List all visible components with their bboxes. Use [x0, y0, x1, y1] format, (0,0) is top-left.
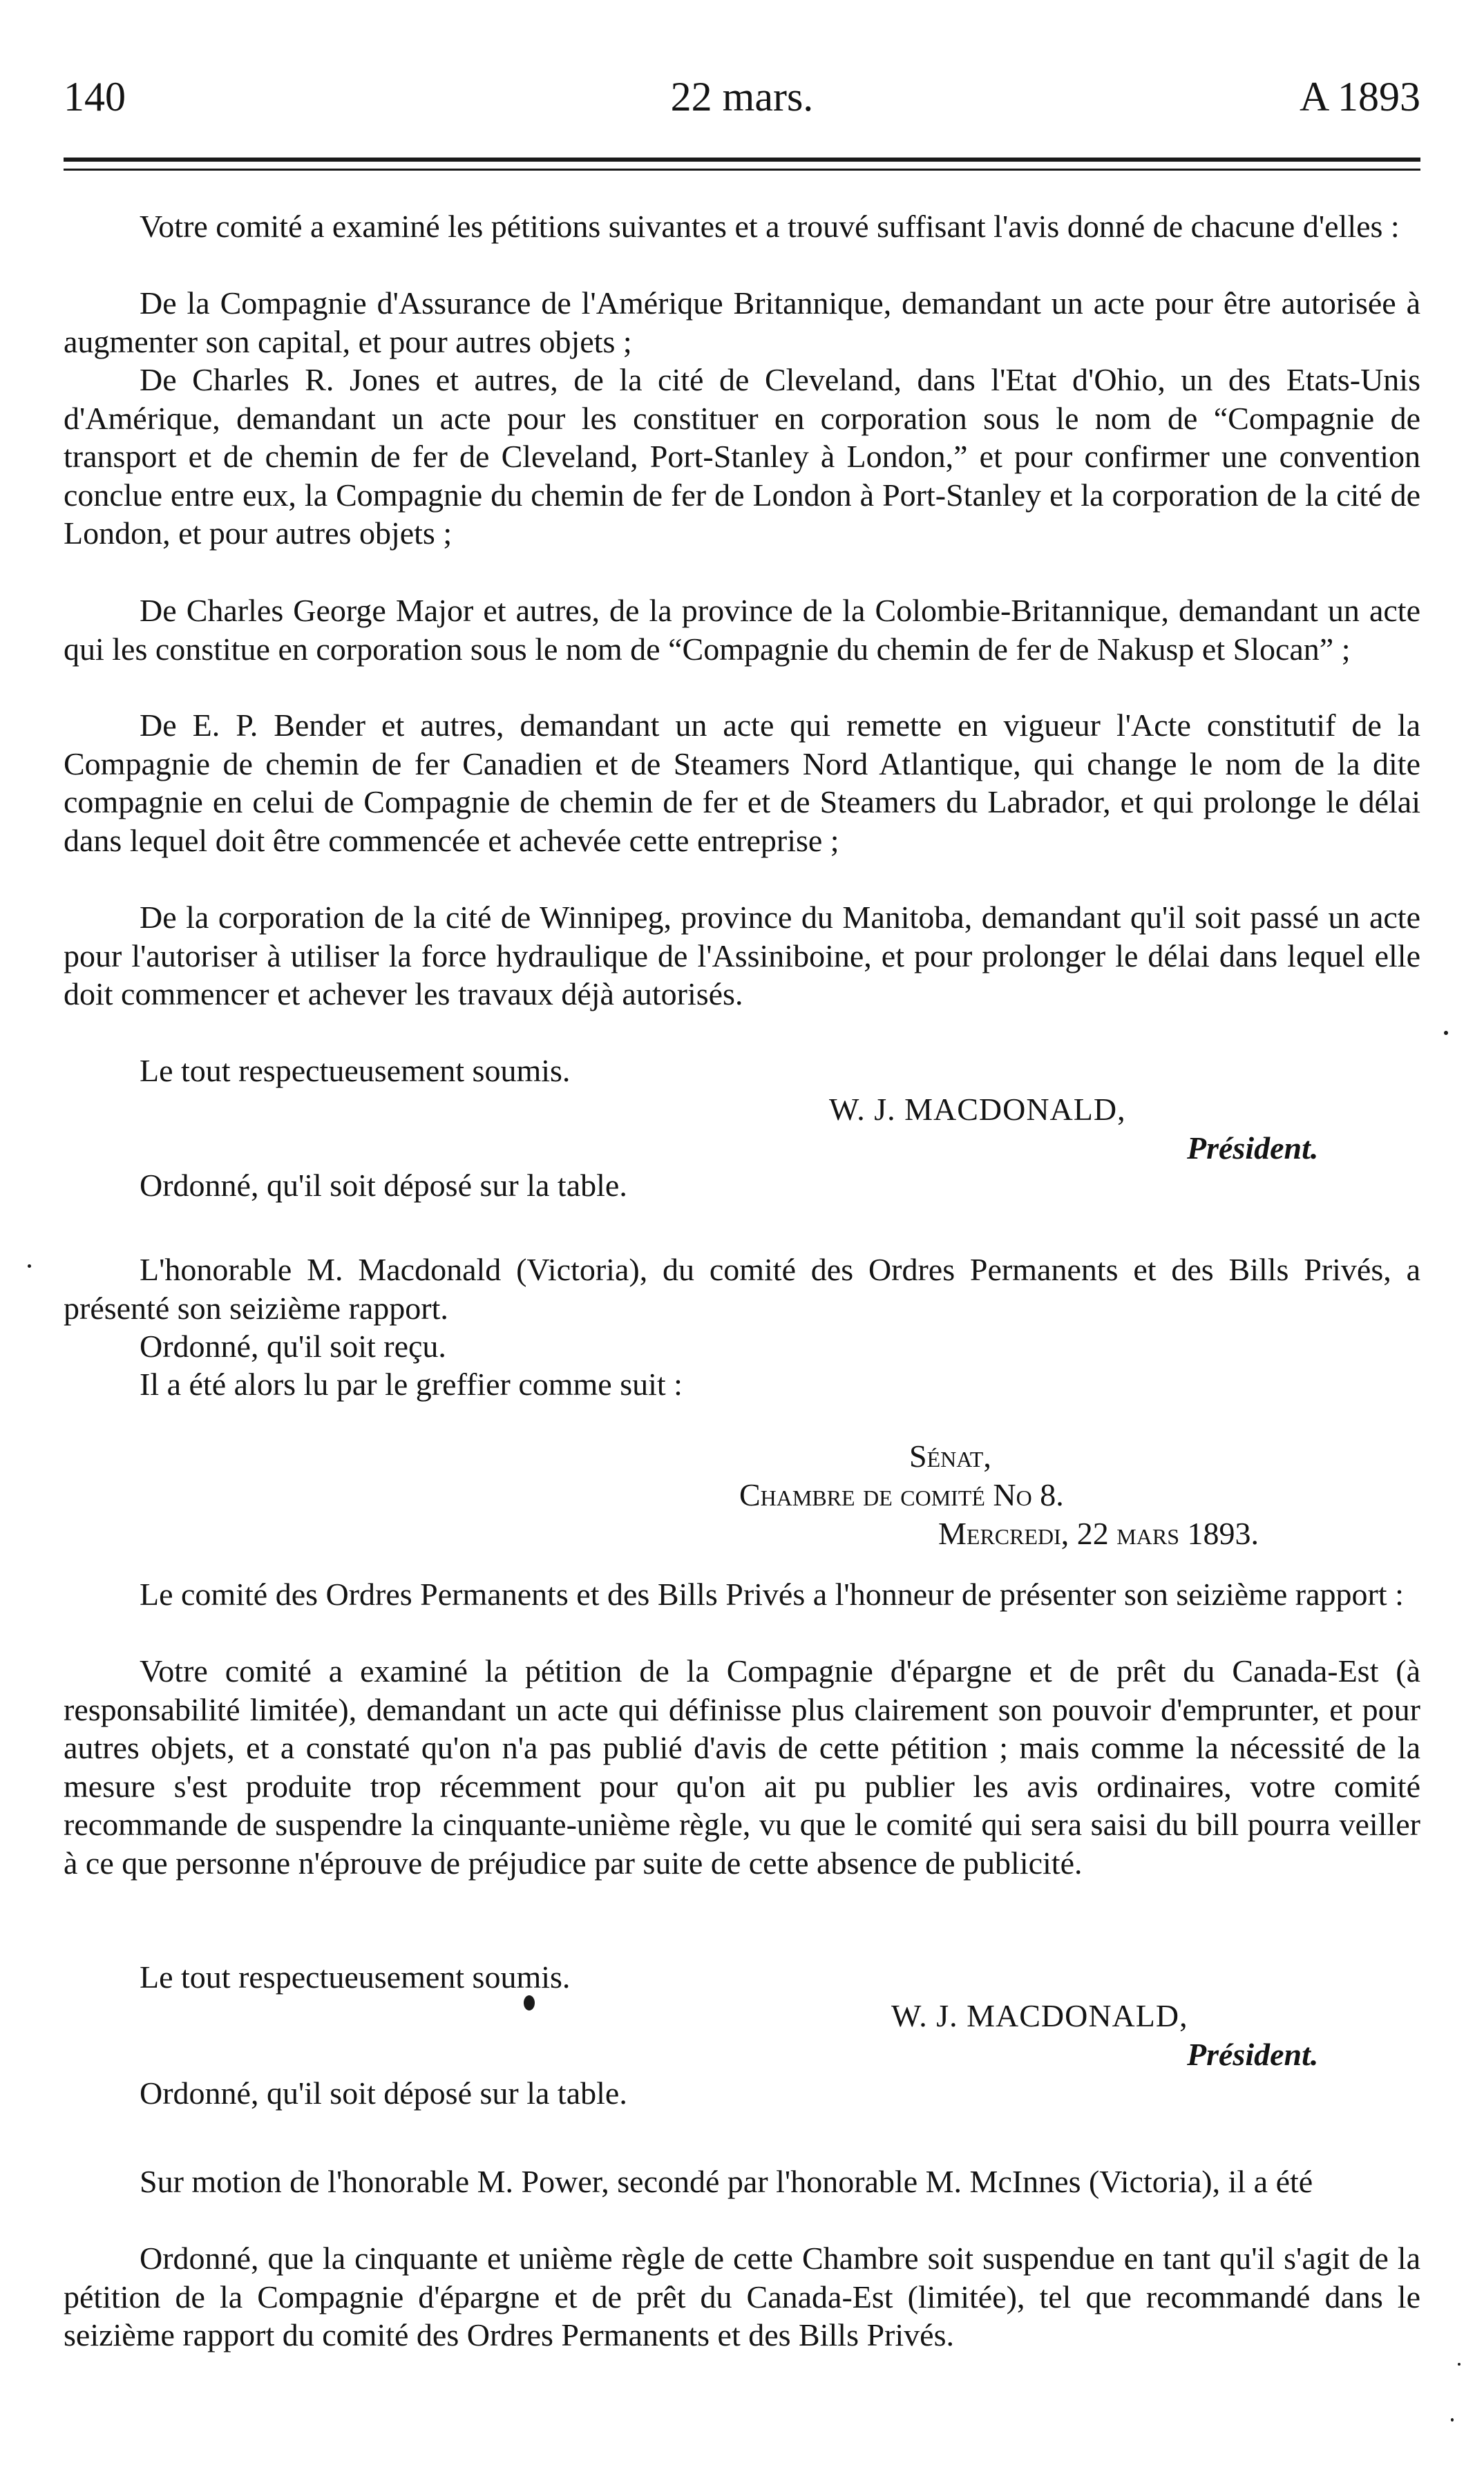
report-closing-2: Le tout respectueusement soumis. — [140, 1959, 571, 1995]
report-body-2: Votre comité a examiné la pétition de la Compagnie d'épargne et de prêt du Canada-Est (à responsabilité limitée), demandant un acte qui définisse plus clairement son pouvoir d'emprunter, et pour autres objets, et a constaté qu'on n'a pas publié d'avis de cette pétition ; mais comme la nécessité de la mesure s'est produite trop récemment pour qu'on ait pu publier les avis ordinaires, votre comité recommande de suspendre la cinquante-unième règle, vu que le comité qui sera saisi du bill pourra veiller à ce que personne n'éprouve de préjudice par suite de cette absence de publicité. — [64, 1653, 1420, 1881]
motion-order: Ordonné, que la cinquante et unième règle de cette Chambre soit suspendue en tant qu'il s'agit de la pétition de la Compagnie d'épargne et de prêt du Canada-Est (limitée), tel que recommandé dans le seizième rapport du comité des Ordres Permanents et des Bills Privés. — [64, 2241, 1420, 2352]
scan-speck — [1458, 2363, 1461, 2366]
page-number: 140 — [64, 74, 126, 120]
scan-speck — [1444, 1031, 1448, 1035]
committee-room: Chambre de comité No 8. — [739, 1477, 1064, 1512]
report-intro: Votre comité a examiné les pétitions suivantes et a trouvé suffisant l'avis donné de chacune d'elles : — [140, 209, 1400, 244]
petition-nakusp: De Charles George Major et autres, de la province de la Colombie-Britannique, demandant un acte qui les constitue en corporation sous le nom de “Compagnie du chemin de fer de Nakusp et Slocan” ; — [64, 593, 1420, 667]
signature-title-2: Président. — [1187, 2037, 1319, 2072]
signature-name: W. J. MACDONALD, — [829, 1092, 1126, 1127]
senate-heading: Sénat, — [909, 1438, 991, 1474]
read-by-clerk: Il a été alors lu par le greffier comme suit : — [140, 1367, 683, 1402]
petition-labrador: De E. P. Bender et autres, demandant un acte qui remette en vigueur l'Acte constitutif de la Compagnie de chemin de fer Canadien et de Steamers Nord Atlantique, qui change le nom de la dite compagnie en celui de Compagnie de chemin de fer et de Steamers du Labrador, et qui prolonge le délai dans lequel doit être commencée et achevée cette entreprise ; — [64, 707, 1420, 858]
signature-title: Président. — [1187, 1130, 1319, 1166]
scan-speck — [1451, 2418, 1454, 2422]
report-intro-2: Le comité des Ordres Permanents et des Bills Privés a l'honneur de présenter son seizième rapport : — [140, 1577, 1404, 1612]
header-rule-thin — [64, 169, 1420, 171]
report-closing: Le tout respectueusement soumis. — [140, 1053, 571, 1088]
meeting-date: Mercredi, 22 mars 1893. — [938, 1516, 1259, 1551]
order-tabled: Ordonné, qu'il soit déposé sur la table. — [140, 1168, 627, 1203]
header-date: 22 mars. — [670, 74, 814, 120]
header-year: A 1893 — [1299, 74, 1420, 120]
header-rule-thick — [64, 158, 1420, 162]
presentation-paragraph: L'honorable M. Macdonald (Victoria), du comité des Ordres Permanents et des Bills Privés, a présenté son seizième rapport. — [64, 1252, 1420, 1326]
signature-name-2: W. J. MACDONALD, — [891, 1998, 1188, 2033]
petition-assurance: De la Compagnie d'Assurance de l'Amérique Britannique, demandant un acte pour être autorisée à augmenter son capital, et pour autres objets ; — [64, 285, 1420, 359]
motion-paragraph: Sur motion de l'honorable M. Power, secondé par l'honorable M. McInnes (Victoria), il a été — [140, 2164, 1313, 2199]
order-tabled-2: Ordonné, qu'il soit déposé sur la table. — [140, 2075, 627, 2111]
scan-speck — [28, 1264, 31, 1268]
petition-winnipeg: De la corporation de la cité de Winnipeg, province du Manitoba, demandant qu'il soit passé un acte pour l'autoriser à utiliser la force hydraulique de l'Assiniboine, et pour prolonger le délai dans lequel elle doit commencer et achever les travaux déjà autorisés. — [64, 900, 1420, 1011]
ink-blot — [524, 1995, 535, 2011]
order-received: Ordonné, qu'il soit reçu. — [140, 1329, 446, 1364]
petition-cleveland: De Charles R. Jones et autres, de la cité de Cleveland, dans l'Etat d'Ohio, un des Etats-Unis d'Amérique, demandant un acte pour les constituer en corporation sous le nom de “Compagnie de transport et de chemin de fer de Cleveland, Port-Stanley à London,” et pour confirmer une convention conclue entre eux, la Compagnie du chemin de fer de London à Port-Stanley et la corporation de la cité de London, et pour autres objets ; — [64, 362, 1420, 551]
